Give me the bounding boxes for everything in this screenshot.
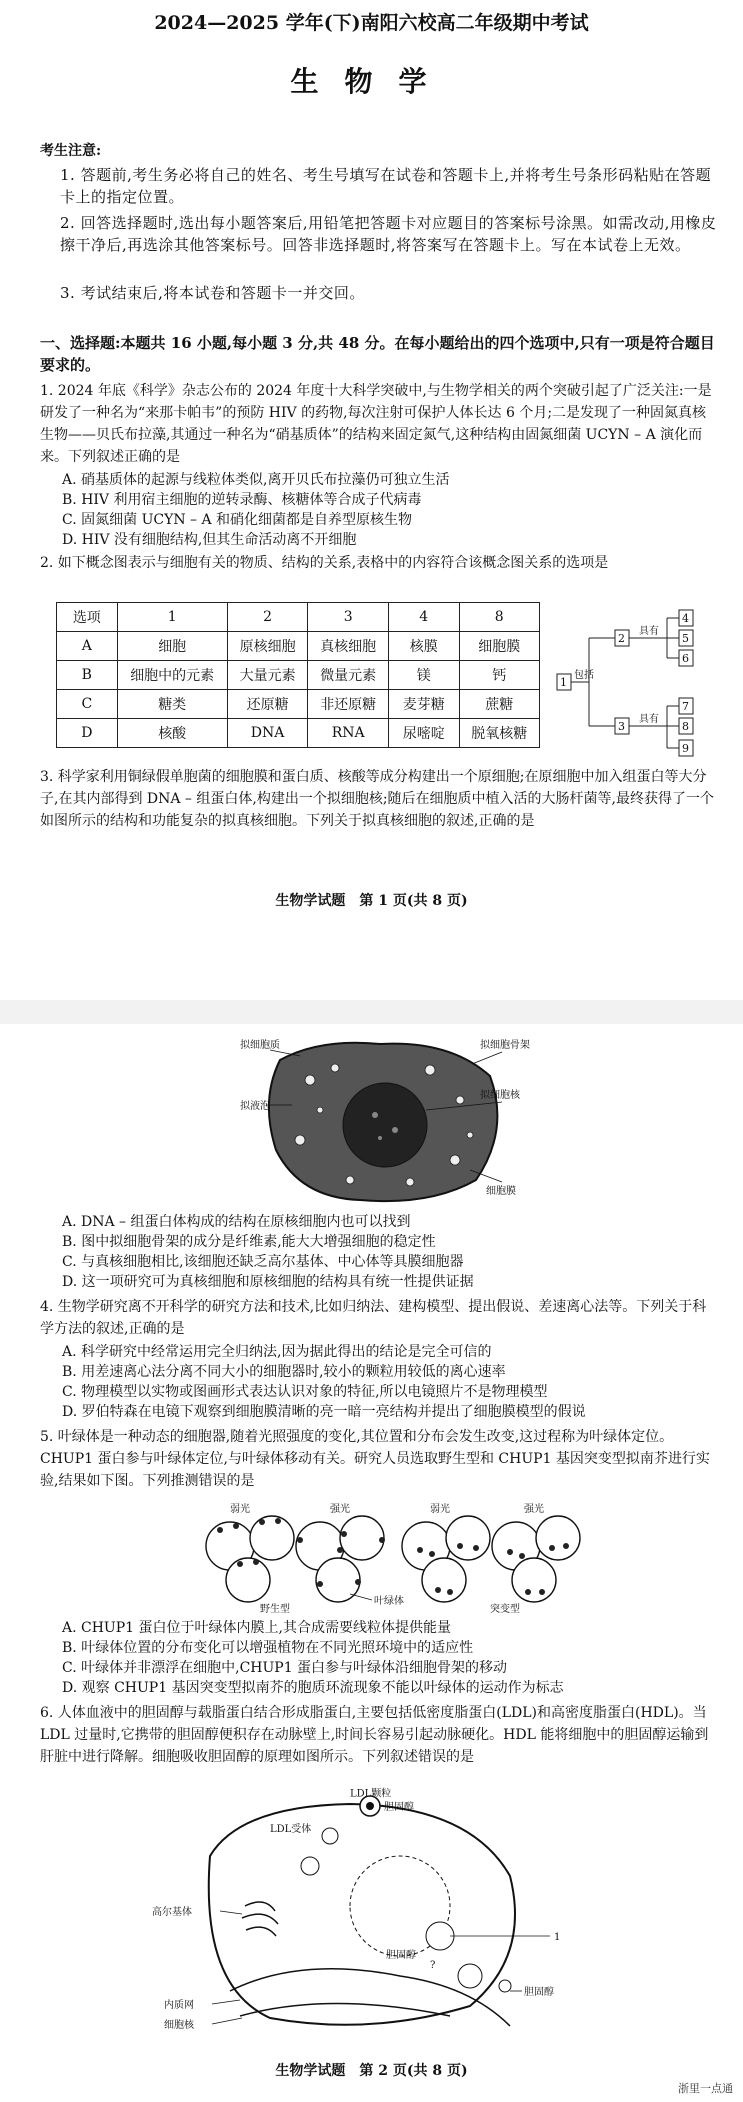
question-stem: 5. 叶绿体是一种动态的细胞器,随着光照强度的变化,其位置和分布会发生改变,这过程称为叶绿体定位。CHUP1 蛋白参与叶绿体定位,与叶绿体移动有关。研究人员选取野生型和 CHUP1 基因突变型拟南芥进行实验,结果如下图。下列推测错误的是 <box>40 1429 710 1489</box>
option-b: B. 图中拟细胞骨架的成分是纤维素,能大大增强细胞的稳定性 <box>62 1234 436 1250</box>
question-3 <box>40 766 720 832</box>
table-cell: A <box>57 632 118 661</box>
table-cell: 3 <box>308 603 389 632</box>
label-cholesterol-right: 胆固醇 <box>524 1987 554 1998</box>
question-1 <box>40 380 720 468</box>
label-pseudo-cytoskeleton: 拟细胞骨架 <box>480 1040 530 1051</box>
node-1-label: 1 <box>560 676 567 689</box>
has-label-bottom: 具有 <box>639 714 659 725</box>
question-stem: 1. 2024 年底《科学》杂志公布的 2024 年度十大科学突破中,与生物学相关的两个突破引起了广泛关注:一是研发了一种名为“来那卡帕韦”的预防 HIV 的药物,每次注射可保护人体长达 6 个月;二是发现了一种固氮真核生物——贝氏布拉藻,其通过一种名为“硝基质体”的结构来固定氮气,这种结构由固氮细菌 UCYN – A 演化而来。下列叙述正确的是 <box>40 383 712 465</box>
table-header-row <box>57 603 540 632</box>
page-footer: 生物学试题 第 2 页(共 8 页) <box>275 2063 468 2079</box>
table-cell: 真核细胞 <box>308 632 389 661</box>
node-7-label: 7 <box>682 700 689 713</box>
question-5 <box>40 1426 720 1492</box>
question-stem: 4. 生物学研究离不开科学的研究方法和技术,比如归纳法、建构模型、提出假说、差速离心法等。下列关于科学方法的叙述,正确的是 <box>40 1299 707 1337</box>
table-cell: 核酸 <box>117 719 227 748</box>
node-4-label: 4 <box>682 612 689 625</box>
table-cell: 细胞中的元素 <box>117 661 227 690</box>
node-5-label: 5 <box>682 632 689 645</box>
table-row <box>57 632 540 661</box>
question-4 <box>40 1296 720 1340</box>
option-d: D. 观察 CHUP1 基因突变型拟南芥的胞质环流现象不能以叶绿体的运动作为标志 <box>62 1680 564 1696</box>
label-strong-light-wild: 强光 <box>330 1504 350 1515</box>
table-cell: 非还原糖 <box>308 690 389 719</box>
question-3-options <box>62 1212 722 1292</box>
table-row <box>57 690 540 719</box>
label-weak-light-mutant: 弱光 <box>430 1504 450 1515</box>
table-cell: 选项 <box>57 603 118 632</box>
option-b: B. 叶绿体位置的分布变化可以增强植物在不同光照环境中的适应性 <box>62 1640 474 1656</box>
question-stem: 3. 科学家利用铜绿假单胞菌的细胞膜和蛋白质、核酸等成分构建出一个原细胞;在原细胞中加入组蛋白等大分子,在其内部得到 DNA – 组蛋白体,构建出一个拟细胞核;随后在细胞质中植入活的大肠杆菌等,最终获得了一个如图所示的结构和功能复杂的拟真核细胞。下列关于拟真核细胞的叙述,正确的是 <box>40 769 715 829</box>
page-footer: 生物学试题 第 1 页(共 8 页) <box>275 893 468 909</box>
table-cell: 糖类 <box>117 690 227 719</box>
section-heading: 一、选择题:本题共 16 小题,每小题 3 分,共 48 分。在每小题给出的四个选项中,只有一项是符合题目要求的。 <box>40 334 715 374</box>
option-d: D. 罗伯特森在电镜下观察到细胞膜清晰的亮一暗一亮结构并提出了细胞膜模型的假说 <box>62 1404 586 1420</box>
option-b: B. 用差速离心法分离不同大小的细胞器时,较小的颗粒用较低的离心速率 <box>62 1364 506 1380</box>
node-3-label: 3 <box>618 720 625 733</box>
label-ldl-receptor: LDL受体 <box>270 1824 312 1835</box>
table-cell: 钙 <box>459 661 539 690</box>
label-er: 内质网 <box>164 2000 194 2011</box>
table-cell: RNA <box>308 719 389 748</box>
table-cell: C <box>57 690 118 719</box>
table-cell: 细胞膜 <box>459 632 539 661</box>
option-a: A. CHUP1 蛋白位于叶绿体内膜上,其合成需要线粒体提供能量 <box>62 1620 451 1636</box>
option-c: C. 固氮细菌 UCYN – A 和硝化细菌都是自养型原核生物 <box>62 512 413 528</box>
label-wild-type: 野生型 <box>260 1604 290 1614</box>
label-cholesterol-top: 胆固醇 <box>384 1802 414 1813</box>
notice-item: 3. 考试结束后,将本试卷和答题卡一并交回。 <box>60 284 365 302</box>
table-cell: 4 <box>389 603 460 632</box>
table-cell: 细胞 <box>117 632 227 661</box>
option-a: A. DNA – 组蛋白体构成的结构在原核细胞内也可以找到 <box>62 1214 411 1230</box>
table-cell: 8 <box>459 603 539 632</box>
label-nucleus: 细胞核 <box>164 2020 194 2031</box>
table-cell: DNA <box>227 719 308 748</box>
question-4-options <box>62 1342 722 1422</box>
table-cell: 核膜 <box>389 632 460 661</box>
pseudo-cell-figure <box>240 1030 540 1210</box>
node-6-label: 6 <box>682 652 689 665</box>
has-label-top: 具有 <box>639 626 659 637</box>
page-1 <box>0 0 743 1000</box>
label-pseudo-cytoplasm: 拟细胞质 <box>240 1040 280 1051</box>
table-cell: 还原糖 <box>227 690 308 719</box>
notice-item: 2. 回答选择题时,选出每小题答案后,用铅笔把答题卡对应题目的答案标号涂黑。如需改动,用橡皮擦干净后,再选涂其他答案标号。回答非选择题时,将答案写在答题卡上。写在本试卷上无效。 <box>60 214 717 254</box>
label-weak-light-wild: 弱光 <box>230 1504 250 1515</box>
question-5-options <box>62 1618 722 1698</box>
option-a: A. 科学研究中经常运用完全归纳法,因为据此得出的结论是完全可信的 <box>62 1344 492 1360</box>
option-c: C. 叶绿体并非漂浮在细胞中,CHUP1 蛋白参与叶绿体沿细胞骨架的移动 <box>62 1660 508 1676</box>
table-cell: 1 <box>117 603 227 632</box>
table-row <box>57 661 540 690</box>
table-cell: 原核细胞 <box>227 632 308 661</box>
label-mutant-type: 突变型 <box>490 1604 520 1614</box>
label-cell-membrane: 细胞膜 <box>486 1186 516 1197</box>
label-question-mark: ? <box>430 1960 436 1971</box>
question-6 <box>40 1702 720 1768</box>
table-row <box>57 719 540 748</box>
cholesterol-uptake-figure <box>150 1786 590 2036</box>
page-2 <box>0 1024 743 2102</box>
option-d: D. 这一项研究可为真核细胞和原核细胞的结构具有统一性提供证据 <box>62 1274 474 1290</box>
node-9-label: 9 <box>682 742 689 755</box>
table-cell: B <box>57 661 118 690</box>
label-cholesterol-mid: 胆固醇 <box>386 1950 416 1961</box>
label-ldl-particle: LDL颗粒 <box>350 1788 392 1800</box>
question-2 <box>40 552 720 574</box>
node-2-label: 2 <box>618 632 625 645</box>
table-cell: 微量元素 <box>308 661 389 690</box>
option-a: A. 硝基质体的起源与线粒体类似,离开贝氏布拉藻仍可独立生活 <box>62 472 450 488</box>
answer-table <box>56 602 540 748</box>
option-c: C. 与真核细胞相比,该细胞还缺乏高尔基体、中心体等具膜细胞器 <box>62 1254 464 1270</box>
notice-item: 1. 答题前,考生务必将自己的姓名、考生号填写在试卷和答题卡上,并将考生号条形码粘贴在答题卡上的指定位置。 <box>60 166 712 206</box>
option-c: C. 物理模型以实物或图画形式表达认识对象的特征,所以电镜照片不是物理模型 <box>62 1384 548 1400</box>
exam-title: 2024—2025 学年(下)南阳六校高二年级期中考试 <box>154 12 589 34</box>
question-stem: 2. 如下概念图表示与细胞有关的物质、结构的关系,表格中的内容符合该概念图关系的选项是 <box>40 555 609 571</box>
watermark: 浙里一点通 <box>678 2082 733 2095</box>
table-cell: 脱氧核糖 <box>459 719 539 748</box>
table-cell: 蔗糖 <box>459 690 539 719</box>
label-golgi: 高尔基体 <box>152 1907 192 1918</box>
include-label: 包括 <box>574 670 594 681</box>
option-d: D. HIV 没有细胞结构,但其生命活动离不开细胞 <box>62 532 357 548</box>
table-cell: D <box>57 719 118 748</box>
page-gap <box>0 1000 743 1024</box>
subject-title: 生物学 <box>290 65 453 98</box>
notice-heading: 考生注意: <box>40 143 102 159</box>
table-cell: 尿嘧啶 <box>389 719 460 748</box>
node-8-label: 8 <box>682 720 689 733</box>
question-stem: 6. 人体血液中的胆固醇与载脂蛋白结合形成脂蛋白,主要包括低密度脂蛋白(LDL)和高密度脂蛋白(HDL)。当 LDL 过量时,它携带的胆固醇便积存在动脉壁上,时间长容易引起动脉硬化。HDL 能将细胞中的胆固醇运输到肝脏中进行降解。细胞吸收胆固醇的原理如图所示。下列叙述错误的是 <box>40 1705 709 1765</box>
label-strong-light-mutant: 强光 <box>524 1504 544 1515</box>
label-number-1: 1 <box>554 1932 561 1943</box>
question-1-options <box>62 470 722 550</box>
concept-diagram <box>555 608 705 758</box>
table-cell: 2 <box>227 603 308 632</box>
table-cell: 镁 <box>389 661 460 690</box>
table-cell: 大量元素 <box>227 661 308 690</box>
label-chloroplast: 叶绿体 <box>374 1596 404 1607</box>
option-b: B. HIV 利用宿主细胞的逆转录酶、核糖体等合成子代病毒 <box>62 492 422 508</box>
table-cell: 麦芽糖 <box>389 690 460 719</box>
label-pseudo-nucleus: 拟细胞核 <box>480 1090 520 1101</box>
chloroplast-figure <box>190 1494 590 1614</box>
label-pseudo-vacuole: 拟液泡 <box>240 1101 270 1112</box>
